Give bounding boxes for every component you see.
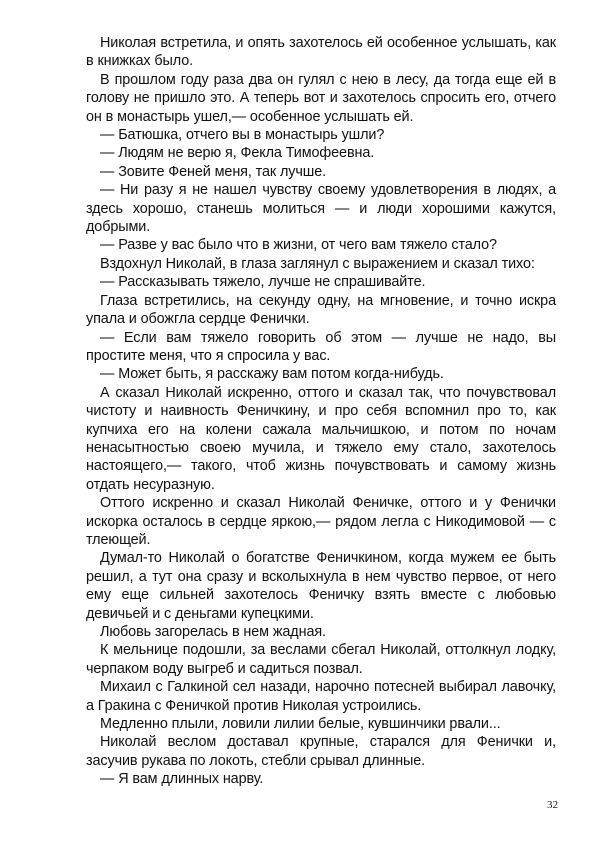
paragraph: Михаил с Галкиной сел назади, нарочно потесней выбирал лавочку, а Гракина с Феничкой против Николая устроились. [86,679,556,714]
page-text-body [86,34,556,789]
paragraph: Николая встретила, и опять захотелось ей особенное услышать, как в книжках было. [86,35,556,70]
page-number: 32 [547,799,558,811]
paragraph: — Разве у вас было что в жизни, от чего вам тяжело стало? [100,237,497,254]
paragraph: А сказал Николай искренно, оттого и сказал так, что почувствовал чистоту и наивность Феничкину, и про себя вспомнил про то, как купчиха его на колени сажала мальчишкою, и потом по ночам ненасытностью своею мучила, и тяжело ему стало, захотелось настоящего,— такого, чтоб жизнь почувствовать и самому жизнь отдать несуразную. [86,384,556,493]
paragraph: Николай веслом доставал крупные, старался для Фенички и, засучив рукава по локоть, стебли срывал длинные. [86,734,556,769]
paragraph: — Если вам тяжело говорить об этом — лучше не надо, вы простите меня, что я спросила у вас. [86,329,556,364]
paragraph: — Ни разу я не нашел чувству своему удовлетворения в людях, а здесь хорошо, станешь молиться — и люди хорошими кажутся, добрыми. [86,182,556,236]
paragraph: В прошлом году раза два он гулял с нею в лесу, да тогда еще ей в голову не пришло это. А теперь вот и захотелось спросить его, отчего он в монастырь ушел,— особенное услышать ей. [86,71,556,125]
paragraph: — Батюшка, отчего вы в монастырь ушли? [100,127,385,144]
paragraph: Глаза встретились, на секунду одну, на мгновение, и точно искра упала и обожгла сердце Фенички. [86,292,556,328]
paragraph: — Может быть, я расскажу вам потом когда-нибудь. [100,366,444,383]
paragraph: Медленно плыли, ловили лилии белые, кувшинчики рвали... [100,716,501,733]
paragraph: — Зовите Феней меня, так лучше. [100,163,327,180]
paragraph: Думал-то Николай о богатстве Феничкином, когда мужем ее быть решил, а тут она сразу и всколыхнула в нем чувство первое, от него ему еще сильней захотелось Феничку взять вместе с любовью девичьей и с деньгами купецкими. [86,550,556,622]
paragraph: Любовь загорелась в нем жадная. [100,624,326,640]
paragraph: — Людям не верю я, Фекла Тимофеевна. [100,145,375,162]
paragraph: К мельнице подошли, за веслами сбегал Николай, оттолкнул лодку, черпаком воду выгреб и садиться позвал. [86,642,556,677]
paragraph: Оттого искренно и сказал Николай Феничке, оттого и у Фенички искорка осталось в сердце яркою,— рядом легла с Никодимовой — с тлеющей. [86,495,556,548]
paragraph: — Я вам длинных нарву. [100,771,264,788]
paragraph: — Рассказывать тяжело, лучше не спрашивайте. [100,274,426,291]
paragraph: Вздохнул Николай, в глаза заглянул с выражением и сказал тихо: [100,255,535,272]
